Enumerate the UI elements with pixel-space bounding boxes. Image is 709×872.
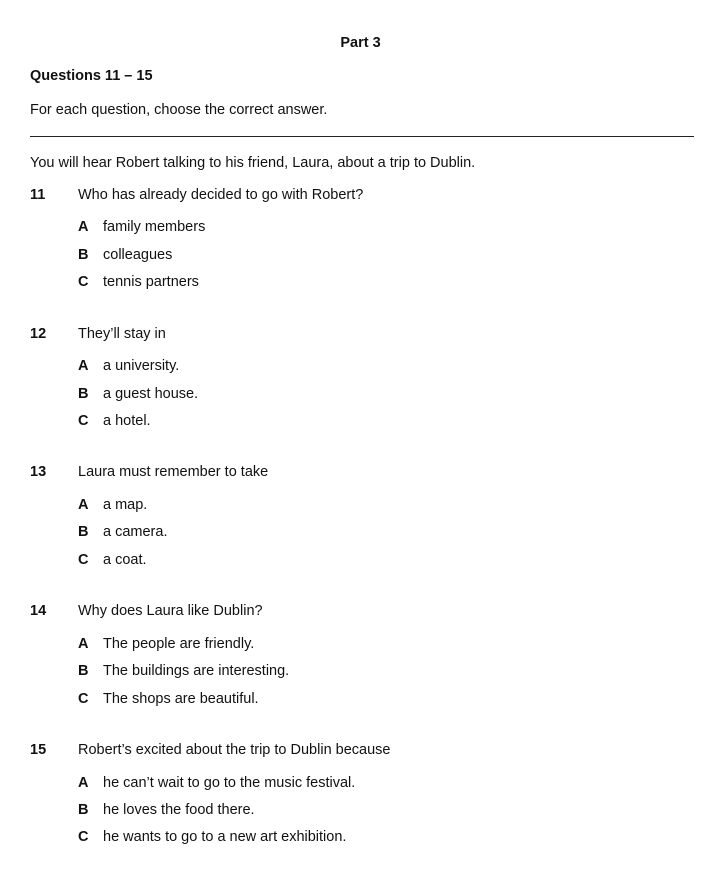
question-stem: Robert’s excited about the trip to Dublin because (78, 742, 391, 758)
part-title: Part 3 (340, 35, 381, 51)
question-number: 12 (30, 326, 47, 342)
option-b[interactable] (78, 802, 255, 818)
question-stem: Laura must remember to take (78, 464, 269, 480)
option-text: The people are friendly. (103, 636, 255, 652)
option-text: a camera. (103, 524, 168, 540)
option-letter: B (78, 247, 89, 263)
option-b[interactable] (78, 663, 289, 679)
option-text: he can’t wait to go to the music festival. (103, 775, 356, 791)
question-stem: Why does Laura like Dublin? (78, 603, 263, 619)
section-divider (30, 136, 694, 137)
option-text: he wants to go to a new art exhibition. (103, 829, 347, 845)
option-text: tennis partners (103, 274, 199, 290)
option-text: a map. (103, 497, 148, 513)
option-letter: C (78, 274, 89, 290)
option-text: a hotel. (103, 413, 151, 429)
option-text: The shops are beautiful. (103, 691, 259, 707)
question-number: 11 (30, 187, 46, 203)
option-letter: B (78, 524, 89, 540)
option-letter: C (78, 413, 89, 429)
option-text: he loves the food there. (103, 802, 255, 818)
question-stem: Who has already decided to go with Robert? (78, 187, 364, 203)
option-a[interactable] (78, 636, 254, 652)
option-letter: C (78, 829, 89, 845)
option-letter: A (78, 219, 89, 235)
option-letter: A (78, 775, 89, 791)
option-a[interactable] (78, 358, 179, 374)
context-text: You will hear Robert talking to his friend, Laura, about a trip to Dublin. (30, 155, 476, 171)
option-text: a university. (103, 358, 180, 374)
option-letter: B (78, 802, 89, 818)
option-text: colleagues (103, 247, 173, 263)
option-a[interactable] (78, 497, 147, 513)
question-number: 13 (30, 464, 47, 480)
option-c[interactable] (78, 413, 151, 429)
option-text: family members (103, 219, 206, 235)
option-letter: B (78, 663, 89, 679)
option-a[interactable] (78, 775, 355, 791)
option-letter: C (78, 552, 89, 568)
option-text: a guest house. (103, 386, 199, 402)
option-letter: C (78, 691, 89, 707)
questions-heading: Questions 11 – 15 (30, 68, 153, 84)
option-c[interactable] (78, 829, 346, 845)
option-letter: A (78, 358, 89, 374)
question-stem: They’ll stay in (78, 326, 166, 342)
option-b[interactable] (78, 247, 172, 263)
option-c[interactable] (78, 552, 147, 568)
option-text: a coat. (103, 552, 147, 568)
option-letter: A (78, 497, 89, 513)
option-c[interactable] (78, 274, 199, 290)
question-number: 14 (30, 603, 47, 619)
option-text: The buildings are interesting. (103, 663, 290, 679)
option-c[interactable] (78, 691, 259, 707)
option-b[interactable] (78, 386, 198, 402)
instruction-text: For each question, choose the correct answer. (30, 102, 328, 118)
question-number: 15 (30, 742, 47, 758)
option-letter: B (78, 386, 89, 402)
option-letter: A (78, 636, 89, 652)
option-b[interactable] (78, 524, 167, 540)
option-a[interactable] (78, 219, 205, 235)
